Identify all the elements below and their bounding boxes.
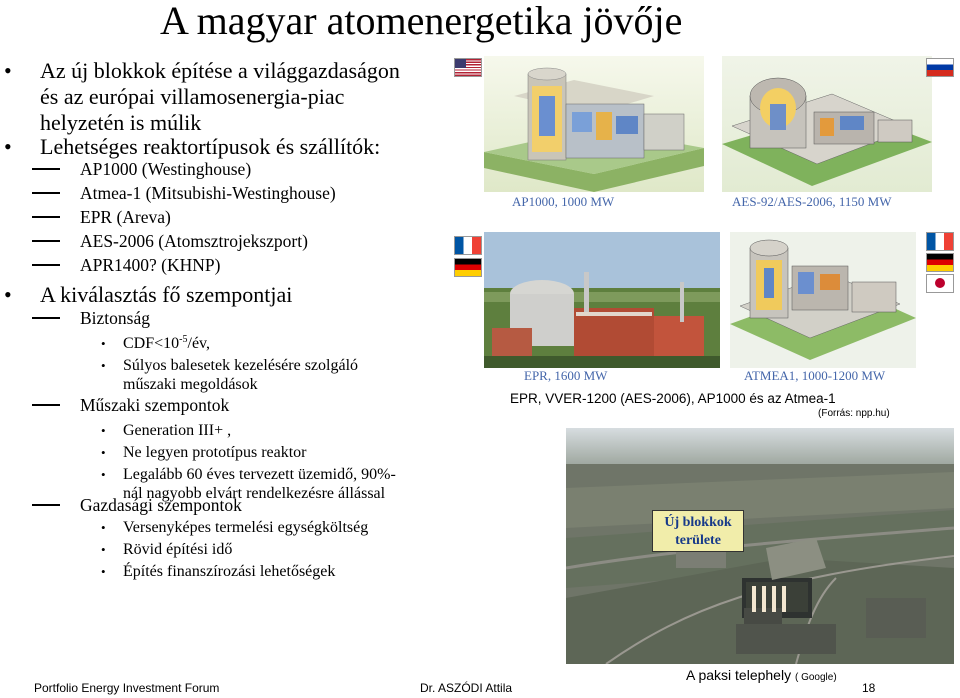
- vendor-label: EPR (Areva): [80, 207, 171, 227]
- bullet-1-line-3: helyzetén is múlik: [40, 110, 202, 135]
- economic-label: Rövid építési idő: [123, 541, 233, 558]
- bullet-dot: •: [101, 520, 106, 535]
- cdf-exponent: -5: [179, 334, 188, 345]
- germany-flag-icon: [926, 253, 954, 272]
- criteria-label: Műszaki szempontok: [80, 395, 230, 415]
- bullet-dot: •: [101, 423, 106, 438]
- vendor-label: AES-2006 (Atomsztrojekszport): [80, 231, 308, 251]
- bullet-dot: •: [101, 564, 106, 579]
- vendor-item: [80, 254, 221, 276]
- paks-caption: [686, 667, 837, 683]
- paks-aerial-photo: [566, 428, 954, 664]
- economic-item: [101, 562, 336, 581]
- vendor-item: [80, 182, 336, 204]
- vendor-label: APR1400? (KHNP): [80, 255, 221, 275]
- epr-photo: [484, 232, 720, 368]
- safety-item: [101, 356, 359, 394]
- cdf-suffix: /év,: [187, 335, 211, 352]
- russia-flag-icon: [926, 58, 954, 77]
- vendor-item: [80, 230, 308, 252]
- vendor-item: [80, 158, 251, 180]
- criteria-safety: [80, 307, 150, 329]
- ap1000-illustration: [484, 56, 704, 192]
- technical-label: Generation III+ ,: [123, 422, 232, 439]
- source-note: (Forrás: npp.hu): [818, 408, 890, 419]
- vendor-item: [80, 206, 171, 228]
- usa-flag-icon: [454, 58, 482, 77]
- criteria-label: Biztonság: [80, 308, 150, 328]
- cdf-prefix: CDF<10: [123, 335, 180, 352]
- bullet-dot: •: [101, 336, 106, 351]
- economic-item: [101, 540, 233, 559]
- technical-item: [101, 443, 307, 462]
- bullet-dot: •: [4, 134, 12, 159]
- economic-label: Versenyképes termelési egységköltség: [123, 519, 369, 536]
- japan-flag-icon: [926, 274, 954, 293]
- bullet-dot: •: [101, 358, 106, 373]
- bullet-1: [4, 58, 400, 136]
- bullet-3-text: A kiválasztás fő szempontjai: [40, 282, 293, 307]
- economic-item: [101, 518, 369, 537]
- technical-item-line-2: nál nagyobb elvárt rendelkezésre állással: [123, 485, 386, 502]
- slide-title: A magyar atomenergetika jövője: [160, 0, 683, 43]
- ap1000-caption: AP1000, 1000 MW: [512, 194, 615, 209]
- page-number: 18: [862, 681, 876, 695]
- germany-flag-icon: [454, 258, 482, 277]
- economic-label: Építés finanszírozási lehetőségek: [123, 563, 336, 580]
- bullet-3: [4, 282, 293, 308]
- bullet-dot: •: [4, 58, 12, 83]
- aes-caption: AES-92/AES-2006, 1150 MW: [732, 194, 892, 209]
- bullet-1-line-1: Az új blokkok építése a világgazdaságon: [40, 58, 400, 83]
- safety-item-line-2: műszaki megoldások: [123, 376, 258, 393]
- atmea-illustration: [730, 232, 916, 368]
- new-blocks-line-1: Új blokkok: [664, 515, 732, 530]
- bullet-1-line-2: és az európai villamosenergia-piac: [40, 84, 345, 109]
- bullet-dot: •: [101, 542, 106, 557]
- paks-source: ( Google): [794, 672, 837, 683]
- criteria-label: Gazdasági szempontok: [80, 495, 242, 515]
- bullet-2-text: Lehetséges reaktortípusok és szállítók:: [40, 134, 381, 159]
- footer-event: Portfolio Energy Investment Forum: [34, 681, 220, 695]
- new-blocks-line-2: területe: [675, 533, 721, 548]
- atmea-caption: ATMEA1, 1000-1200 MW: [744, 368, 886, 383]
- france-flag-icon: [926, 232, 954, 251]
- safety-item-line-1: Súlyos balesetek kezelésére szolgáló: [123, 357, 359, 374]
- paks-caption-text: A paksi telephely: [686, 667, 792, 683]
- technical-item: [101, 421, 232, 440]
- footer-author: Dr. ASZÓDI Attila: [420, 681, 513, 695]
- technical-label: Ne legyen prototípus reaktor: [123, 444, 307, 461]
- epr-caption: EPR, 1600 MW: [524, 368, 608, 383]
- france-flag-icon: [454, 236, 482, 255]
- vendor-label: AP1000 (Westinghouse): [80, 159, 252, 179]
- bullet-2: [4, 134, 381, 160]
- bullet-dot: •: [101, 467, 106, 482]
- criteria-technical: [80, 394, 229, 416]
- new-blocks-area-label: [652, 510, 744, 552]
- vendor-label: Atmea-1 (Mitsubishi-Westinghouse): [80, 183, 336, 203]
- bullet-dot: •: [4, 282, 12, 307]
- technical-item-line-1: Legalább 60 éves tervezett üzemidő, 90%-: [123, 466, 396, 483]
- aes-2006-illustration: [722, 56, 932, 192]
- bullet-dot: •: [101, 445, 106, 460]
- reactor-summary: EPR, VVER-1200 (AES-2006), AP1000 és az Atmea-1: [510, 391, 836, 406]
- safety-item: [101, 334, 211, 353]
- criteria-economic: [80, 494, 242, 516]
